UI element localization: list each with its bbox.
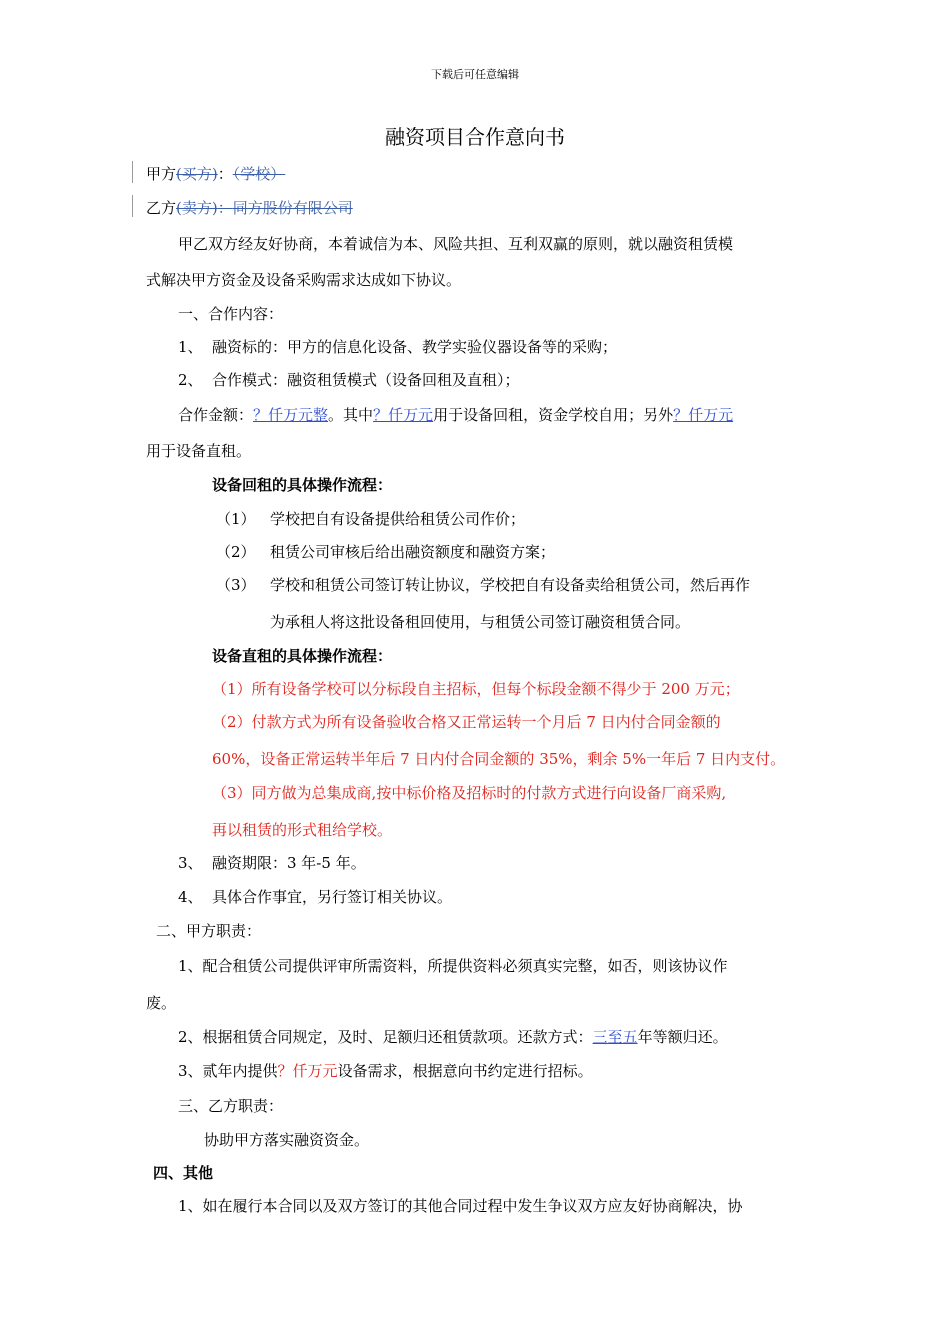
revision-marker — [132, 195, 133, 217]
demand-amount: ？仟万元 — [277, 1062, 338, 1080]
intro-line-2: 式解决甲方资金及设备采购需求达成如下协议。 — [146, 271, 462, 289]
step-number: （2） — [216, 543, 256, 561]
party-a-deleted-value: （学校） — [232, 165, 286, 183]
repayment-term: 三至五 — [592, 1028, 638, 1046]
item-text: 合作模式：融资租赁模式（设备回租及直租）； — [212, 371, 520, 389]
party-a-label: 甲方 — [146, 165, 177, 183]
amount-leaseback: ？仟万元 — [373, 406, 434, 424]
document-title: 融资项目合作意向书 — [385, 125, 565, 149]
revision-marker — [132, 161, 133, 183]
step-text: 学校把自有设备提供给租赁公司作价； — [270, 510, 526, 528]
step-text: 学校和租赁公司签订转让协议，学校把自有设备卖给租赁公司，然后再作 — [270, 576, 751, 594]
section1-item-2 — [178, 370, 520, 390]
section3-para-1: 协助甲方落实融资资金。 — [204, 1131, 370, 1149]
party-b-colon: ： — [217, 199, 233, 217]
item-number: 1、 — [178, 338, 203, 356]
section1-item-3 — [178, 853, 366, 873]
section2-heading: 二、甲方职责： — [156, 922, 262, 940]
intro-line-1: 甲乙双方经友好协商，本着诚信为本、风险共担、互利双赢的原则，就以融资租赁模 — [178, 235, 734, 253]
party-a-line — [146, 164, 285, 184]
section3-heading: 三、乙方职责： — [178, 1097, 284, 1115]
section2-para-1-cont: 废。 — [146, 994, 177, 1012]
section2-para-3 — [178, 1061, 593, 1081]
item-number: 3、 — [178, 854, 203, 872]
step-number: （1） — [216, 510, 256, 528]
amount-line — [178, 405, 733, 425]
leaseback-step-1 — [216, 509, 525, 529]
item-number: 2、 — [178, 371, 203, 389]
para-text: 年等额归还。 — [637, 1028, 728, 1046]
section4-para-1: 1、如在履行本合同以及双方签订的其他合同过程中发生争议双方应友好协商解决，协 — [178, 1197, 743, 1215]
party-b-deleted-role: (卖方) — [176, 199, 218, 217]
party-a-colon: ： — [217, 165, 233, 183]
section1-item-1 — [178, 337, 617, 357]
section4-heading: 四、其他 — [153, 1164, 214, 1182]
item-text: 具体合作事宜，另行签订相关协议。 — [212, 888, 453, 906]
amount-total: ？仟万元整 — [253, 406, 329, 424]
step-text: 租赁公司审核后给出融资额度和融资方案； — [270, 543, 556, 561]
item-text: 融资标的：甲方的信息化设备、教学实验仪器设备等的采购； — [212, 338, 618, 356]
section2-para-1: 1、配合租赁公司提供评审所需资料，所提供资料必须真实完整，如否，则该协议作 — [178, 957, 728, 975]
item-number: 4、 — [178, 888, 203, 906]
amount-prefix: 合作金额： — [178, 406, 254, 424]
amount-text: 。其中 — [328, 406, 374, 424]
direct-step-3-cont: 再以租赁的形式租给学校。 — [212, 821, 393, 839]
party-a-deleted-role: (买方) — [176, 165, 218, 183]
para-text: 3、贰年内提供 — [178, 1062, 278, 1080]
section2-para-2 — [178, 1027, 728, 1047]
amount-text: 用于设备回租，资金学校自用；另外 — [433, 406, 674, 424]
para-text: 设备需求，根据意向书约定进行招标。 — [337, 1062, 593, 1080]
direct-step-3: （3）同方做为总集成商,按中标价格及招标时的付款方式进行向设备厂商采购, — [212, 784, 727, 802]
direct-heading: 设备直租的具体操作流程： — [212, 647, 393, 665]
header-note: 下载后可任意编辑 — [431, 68, 519, 81]
leaseback-step-2 — [216, 542, 555, 562]
leaseback-step-3 — [216, 575, 750, 595]
direct-step-1: （1）所有设备学校可以分标段自主招标，但每个标段金额不得少于 200 万元； — [212, 680, 740, 698]
section1-heading: 一、合作内容： — [178, 305, 284, 323]
para-text: 2、根据租赁合同规定，及时、足额归还租赁款项。还款方式： — [178, 1028, 593, 1046]
leaseback-step-3-cont: 为承租人将这批设备租回使用，与租赁公司签订融资租赁合同。 — [270, 613, 691, 631]
party-b-line — [146, 198, 353, 218]
item-text: 融资期限：3 年-5 年。 — [212, 854, 366, 872]
leaseback-heading: 设备回租的具体操作流程： — [212, 476, 393, 494]
party-b-label: 乙方 — [146, 199, 177, 217]
direct-step-2-cont: 60%，设备正常运转半年后 7 日内付合同金额的 35%，剩余 5%一年后 7 日内支付。 — [212, 750, 786, 768]
step-number: （3） — [216, 576, 256, 594]
amount-direct: ？仟万元 — [673, 406, 734, 424]
section1-item-4 — [178, 887, 452, 907]
amount-line-2: 用于设备直租。 — [146, 442, 252, 460]
party-b-deleted-value: 同方股份有限公司 — [232, 199, 353, 217]
direct-step-2: （2）付款方式为所有设备验收合格又正常运转一个月后 7 日内付合同金额的 — [212, 713, 721, 731]
